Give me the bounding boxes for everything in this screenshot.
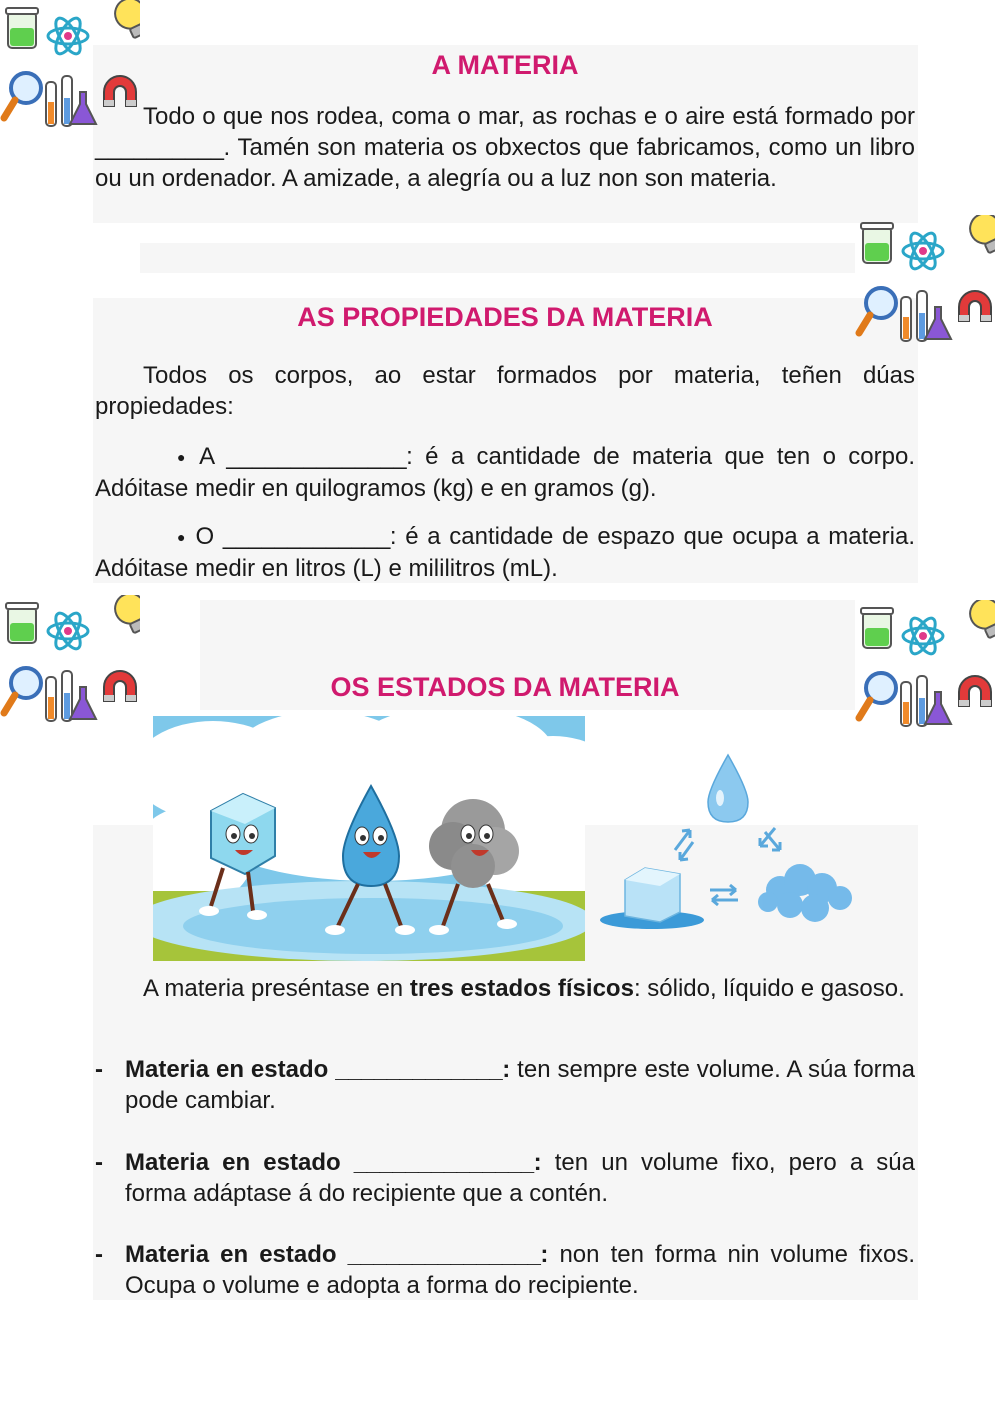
estados-intro-part1: A materia preséntase en xyxy=(143,975,404,1002)
arrows-solid-liquid-icon xyxy=(675,830,693,860)
fill-blank-volume[interactable]: _____________ xyxy=(222,523,390,550)
estado-label: Materia en estado xyxy=(125,1149,341,1176)
bullet-dot-icon: ● xyxy=(177,529,188,546)
estado-colon: : xyxy=(502,1056,511,1083)
fill-blank-gasoso[interactable]: _______________ xyxy=(347,1241,541,1268)
dash-marker: - xyxy=(95,1149,103,1176)
fill-blank-liquido[interactable]: ______________ xyxy=(353,1149,534,1176)
dash-marker: - xyxy=(95,1241,103,1268)
paragraph-materia-part2: . Tamén son materia os obxectos que fabricamos, como un libro ou un ordenador. A amizade, a alegría ou a luz non son materia. xyxy=(95,134,915,192)
arrows-liquid-gas-icon xyxy=(760,828,780,850)
estado-label: Materia en estado xyxy=(125,1056,329,1083)
solid-ice-cube-icon xyxy=(600,868,704,929)
section-title-estados: OS ESTADOS DA MATERIA xyxy=(330,672,680,702)
dash-marker: - xyxy=(95,1056,103,1083)
estado-item-solido xyxy=(95,1054,915,1116)
bullet-lead: A xyxy=(199,443,214,470)
estado-item-liquido xyxy=(95,1147,915,1209)
estado-text: ten sempre este volume. A súa forma pode cambiar. xyxy=(125,1056,915,1114)
estado-colon: : xyxy=(533,1149,542,1176)
bullet-text: : é a cantidade de espazo que ocupa a materia. Adóitase medir en litros (L) e mililitros (mL). xyxy=(95,523,915,583)
section-title-materia: A MATERIA xyxy=(431,50,579,80)
paragraph-estados-intro xyxy=(95,973,915,1004)
arrows-solid-gas-icon xyxy=(710,885,738,905)
states-cartoon-illustration xyxy=(153,716,585,961)
fill-blank-solido[interactable]: _____________ xyxy=(335,1056,503,1083)
gas-bubbles-icon xyxy=(758,864,852,922)
estados-intro-bold: tres estados físicos xyxy=(409,975,634,1002)
estado-item-gasoso xyxy=(95,1239,915,1301)
bullet-lead: O xyxy=(195,523,215,550)
bullet-masa xyxy=(95,441,915,504)
fill-blank-masa[interactable]: ______________ xyxy=(226,443,407,470)
estado-label: Materia en estado xyxy=(125,1241,337,1268)
paragraph-materia xyxy=(95,101,915,194)
section-title-propiedades: AS PROPIEDADES DA MATERIA xyxy=(297,302,713,332)
bullet-volume xyxy=(95,521,915,584)
science-icons-right-2 xyxy=(855,600,995,735)
science-icons-left-2 xyxy=(0,595,140,730)
estado-colon: : xyxy=(540,1241,549,1268)
estado-text: ten un volume fixo, pero a súa forma adáptase á do recipiente que a contén. xyxy=(125,1149,915,1207)
fill-blank-materia[interactable]: __________ xyxy=(95,134,224,161)
panel-spacer xyxy=(140,243,855,273)
estados-intro-part2: : sólido, líquido e gasoso. xyxy=(633,975,905,1002)
bullet-text: : é a cantidade de materia que ten o corpo. Adóitase medir en quilogramos (kg) e en gramos (g). xyxy=(95,443,915,503)
paragraph-propiedades-intro: Todos os corpos, ao estar formados por materia, teñen dúas propiedades: xyxy=(95,362,915,420)
paragraph-materia-part1: Todo o que nos rodea, coma o mar, as rochas e o aire está formado por xyxy=(143,103,915,130)
bullet-dot-icon: ● xyxy=(177,449,192,466)
liquid-drop-icon xyxy=(708,755,748,822)
states-cycle-diagram xyxy=(590,740,860,940)
estado-text: non ten forma nin volume fixos. Ocupa o volume e adopta a forma do recipiente. xyxy=(125,1241,916,1299)
